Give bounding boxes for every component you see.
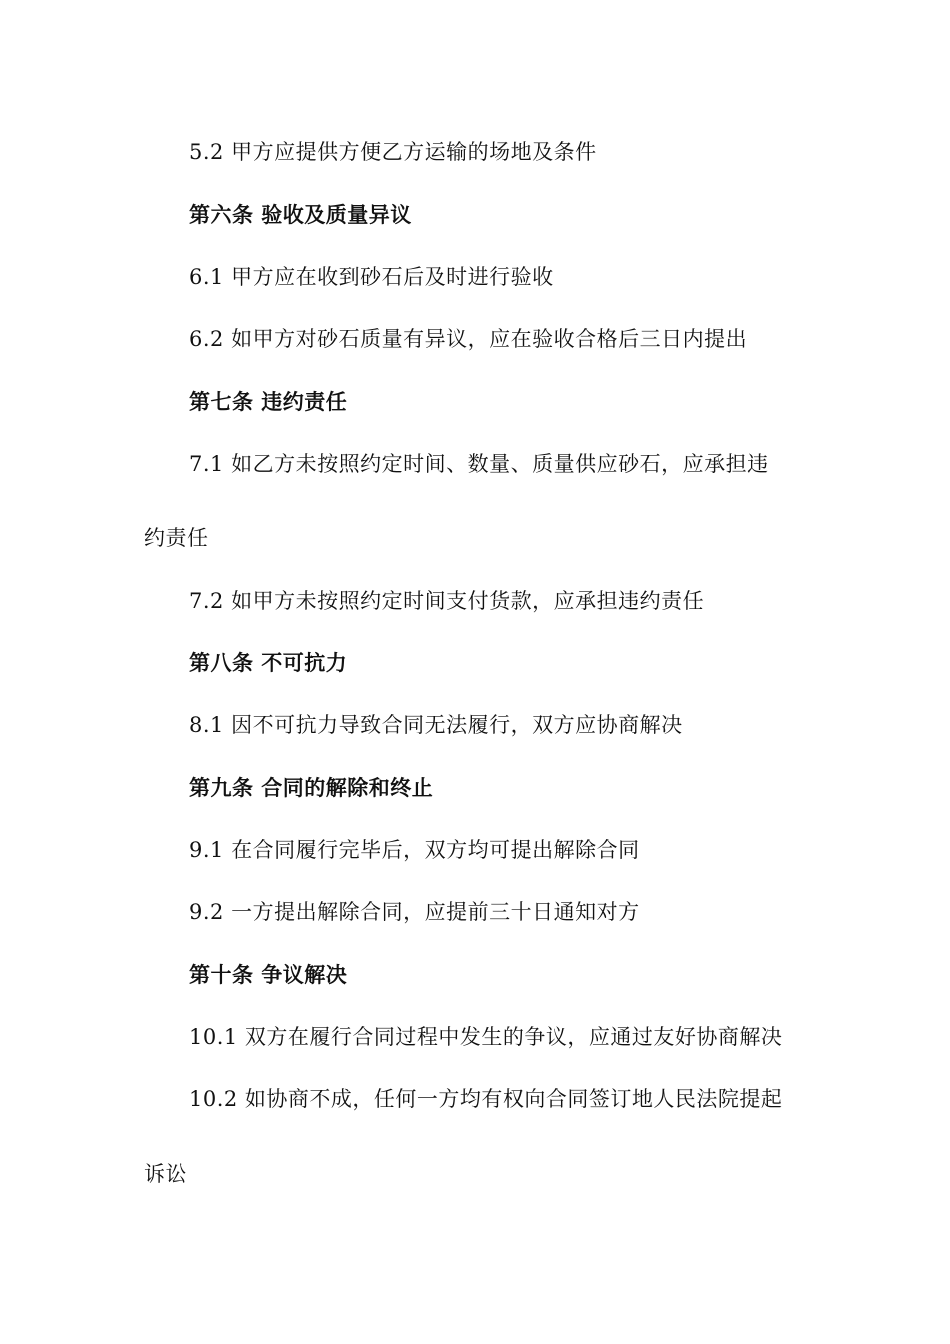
article-8-heading: 第八条 不可抗力 xyxy=(189,651,348,675)
clause-10-2-continuation: 诉讼 xyxy=(144,1162,187,1186)
article-7-heading: 第七条 违约责任 xyxy=(189,390,348,414)
clause-9-1: 9.1 在合同履行完毕后，双方均可提出解除合同 xyxy=(189,838,640,862)
article-6-heading: 第六条 验收及质量异议 xyxy=(189,203,412,227)
clause-10-1: 10.1 双方在履行合同过程中发生的争议，应通过友好协商解决 xyxy=(189,1025,783,1049)
clause-7-1-continuation: 约责任 xyxy=(144,526,209,550)
clause-9-2: 9.2 一方提出解除合同，应提前三十日通知对方 xyxy=(189,900,640,924)
clause-8-1: 8.1 因不可抗力导致合同无法履行，双方应协商解决 xyxy=(189,713,683,737)
clause-7-2: 7.2 如甲方未按照约定时间支付货款，应承担违约责任 xyxy=(189,589,705,613)
article-10-heading: 第十条 争议解决 xyxy=(189,963,348,987)
article-9-heading: 第九条 合同的解除和终止 xyxy=(189,776,434,800)
clause-7-1: 7.1 如乙方未按照约定时间、数量、质量供应砂石，应承担违 xyxy=(189,452,769,476)
clause-5-2: 5.2 甲方应提供方便乙方运输的场地及条件 xyxy=(189,140,597,164)
clause-6-1: 6.1 甲方应在收到砂石后及时进行验收 xyxy=(189,265,554,289)
clause-6-2: 6.2 如甲方对砂石质量有异议，应在验收合格后三日内提出 xyxy=(189,327,748,351)
clause-10-2: 10.2 如协商不成，任何一方均有权向合同签订地人民法院提起 xyxy=(189,1087,783,1111)
